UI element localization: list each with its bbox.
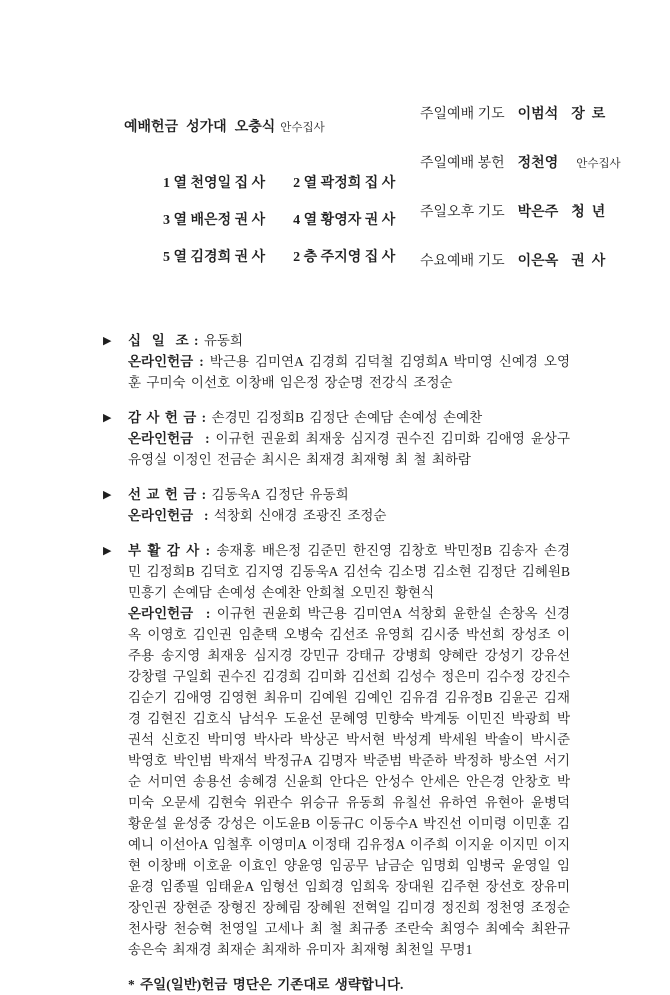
online-offering-label: 온라인헌금 :	[128, 431, 210, 446]
online-offering-names: 석창회 신애경 조광진 조정순	[213, 508, 387, 523]
duty-row-sunday-prayer	[420, 103, 621, 123]
offering-label: 예배헌금	[124, 120, 179, 135]
offering-row-right: 2 열 곽정희 집 사	[293, 176, 396, 191]
section-head-line	[128, 484, 570, 505]
offering-row	[163, 209, 395, 229]
section-title: 부 활 감 사 :	[128, 543, 211, 558]
online-offering-label: 온라인헌금 :	[128, 606, 211, 621]
offering-lists	[103, 330, 570, 995]
online-offering-names: 이규헌 권윤회 최재웅 심지경 권수진 김미화 김애영 윤상구 유영실 이정인 전금순 최시은 최재경 최재형 최 철 최하람	[128, 431, 571, 467]
duty-label: 주일오후 기도	[420, 205, 505, 220]
footnote: * 주일(일반)헌금 명단은 기존대로 생략합니다.	[128, 977, 404, 992]
offering-rows	[163, 172, 395, 266]
section-head-line	[128, 330, 570, 351]
online-offering-label: 온라인헌금 :	[128, 354, 204, 369]
section-mission	[103, 484, 570, 526]
section-online-line	[128, 603, 570, 960]
duty-person-title: 장 로	[571, 107, 606, 122]
duty-person-title: 권 사	[571, 254, 606, 269]
offering-duty-block	[103, 100, 395, 283]
section-bullet-icon: ▶	[103, 545, 112, 557]
duty-person-name: 정천영	[517, 156, 559, 171]
section-thanksgiving	[103, 407, 570, 470]
section-head-line	[128, 540, 570, 603]
offering-row	[163, 246, 395, 266]
offering-row-right: 2 층 주지영 집 사	[293, 250, 396, 265]
offering-row-left: 1 열 천영일 집 사	[163, 176, 266, 191]
offering-row	[163, 172, 395, 192]
duty-person-title: 청 년	[571, 205, 606, 220]
duty-label: 주일예배 기도	[420, 107, 505, 122]
offering-row-left: 5 열 김경희 권 사	[163, 250, 266, 265]
section-names: 유동희	[203, 333, 243, 348]
section-bullet-icon: ▶	[103, 335, 112, 347]
offering-group: 성가대	[186, 120, 227, 135]
online-offering-label: 온라인헌금 :	[128, 508, 209, 523]
section-names: 송재홍 배은정 김준민 한진영 김창호 박민정B 김송자 손경민 김정희B 김덕호 김지영 김동욱A 김선숙 김소명 김소현 김정단 김혜원B 민흥기 손예담 손예성 손예찬 안희철 오민진 황현식	[128, 543, 570, 600]
section-online-line	[128, 505, 570, 526]
section-head-line	[128, 407, 570, 428]
section-easter-thanksgiving	[103, 540, 570, 960]
duty-person-name: 이범석	[517, 107, 559, 122]
duty-row-wednesday-prayer	[420, 250, 621, 270]
section-title: 감 사 헌 금 :	[128, 410, 207, 425]
section-title: 선 교 헌 금 :	[128, 487, 207, 502]
online-offering-names: 박근용 김미연A 김경희 김덕철 김영희A 박미영 신예경 오영훈 구미숙 이선호 이창배 임은정 장순명 전강식 조정순	[128, 354, 571, 390]
offering-person-name: 오충식	[234, 120, 276, 135]
offering-row-left: 3 열 배은정 권 사	[163, 213, 266, 228]
duty-row-sunday-offering	[420, 152, 621, 172]
section-names: 김동욱A 김정단 유동희	[211, 487, 349, 502]
section-bullet-icon: ▶	[103, 412, 112, 424]
section-online-line	[128, 428, 570, 470]
duty-person-title: 안수집사	[576, 158, 621, 170]
section-tithe	[103, 330, 570, 393]
duty-person-name: 이은옥	[517, 254, 559, 269]
section-names: 손경민 김정희B 김정단 손예담 손예성 손예찬	[211, 410, 483, 425]
section-bullet-icon: ▶	[103, 489, 112, 501]
duty-roster-block	[420, 103, 621, 299]
offering-head-line	[103, 100, 395, 152]
offering-row-right: 4 열 황영자 권 사	[293, 213, 396, 228]
duty-row-sunday-afternoon-prayer	[420, 201, 621, 221]
online-offering-names: 이규헌 권윤회 박근용 김미연A 석창회 윤한실 손창옥 신경옥 이영호 김인권 임춘택 오병숙 김선조 유영희 김시중 박선희 장성조 이주용 송지영 최재웅 심지경 강민규 강태규 강병희 양혜란 강성기 강유선 강창렬 구일회 권수진 김경희 김미화 김선희 김성수 정은미 김수정 강진수 김순기 김애영 김영현 최유미 김예원 김예인 김유겸 김유정B 김윤곤 김재경 김현진 김호식 남석우 도윤선 문혜영 민향숙 박계동 이민진 박광희 박권석 신호진 박미영 박사라 박상곤 박서현 박성계 박세원 박솔이 박시준 박영호 박인범 박재석 박정규A 김명자 박준범 박준하 박정하 방소연 서기순 서미연 송용선 송혜경 신윤희 안다은 안성수 안세은 안은경 안창호 박미숙 오문세 김현숙 위관수 위승규 유동희 유칠선 유하연 유현아 윤병덕 황운설 윤성중 강성은 이도윤B 이동규C 이동수A 박진선 이미령 이민훈 김예니 이선아A 임철후 이영미A 이정태 김유정A 이주희 이지윤 이지민 이지현 이창배 이호윤 이효인 양윤영 임공무 남금순 임명회 임병국 윤영일 임윤경 임종필 임태윤A 임형선 임희경 임희욱 장대원 김주현 장선호 장유미 장인권 장현준 장형진 장혜림 장혜원 전혁일 김미경 정진희 정천영 조정순 천사랑 천승혁 천영일 고세나 최 철 최규종 조란숙 최영수 최예숙 최완규 송은숙 최재경 최재순 최재하 유미자 최재형 최천일 무명1	[128, 606, 571, 957]
offering-person-title: 안수집사	[280, 122, 325, 134]
duty-person-name: 박은주	[517, 205, 559, 220]
duty-label: 주일예배 봉헌	[420, 156, 505, 171]
duty-label: 수요예배 기도	[420, 254, 505, 269]
section-online-line	[128, 351, 570, 393]
section-title: 십 일 조 :	[128, 333, 199, 348]
